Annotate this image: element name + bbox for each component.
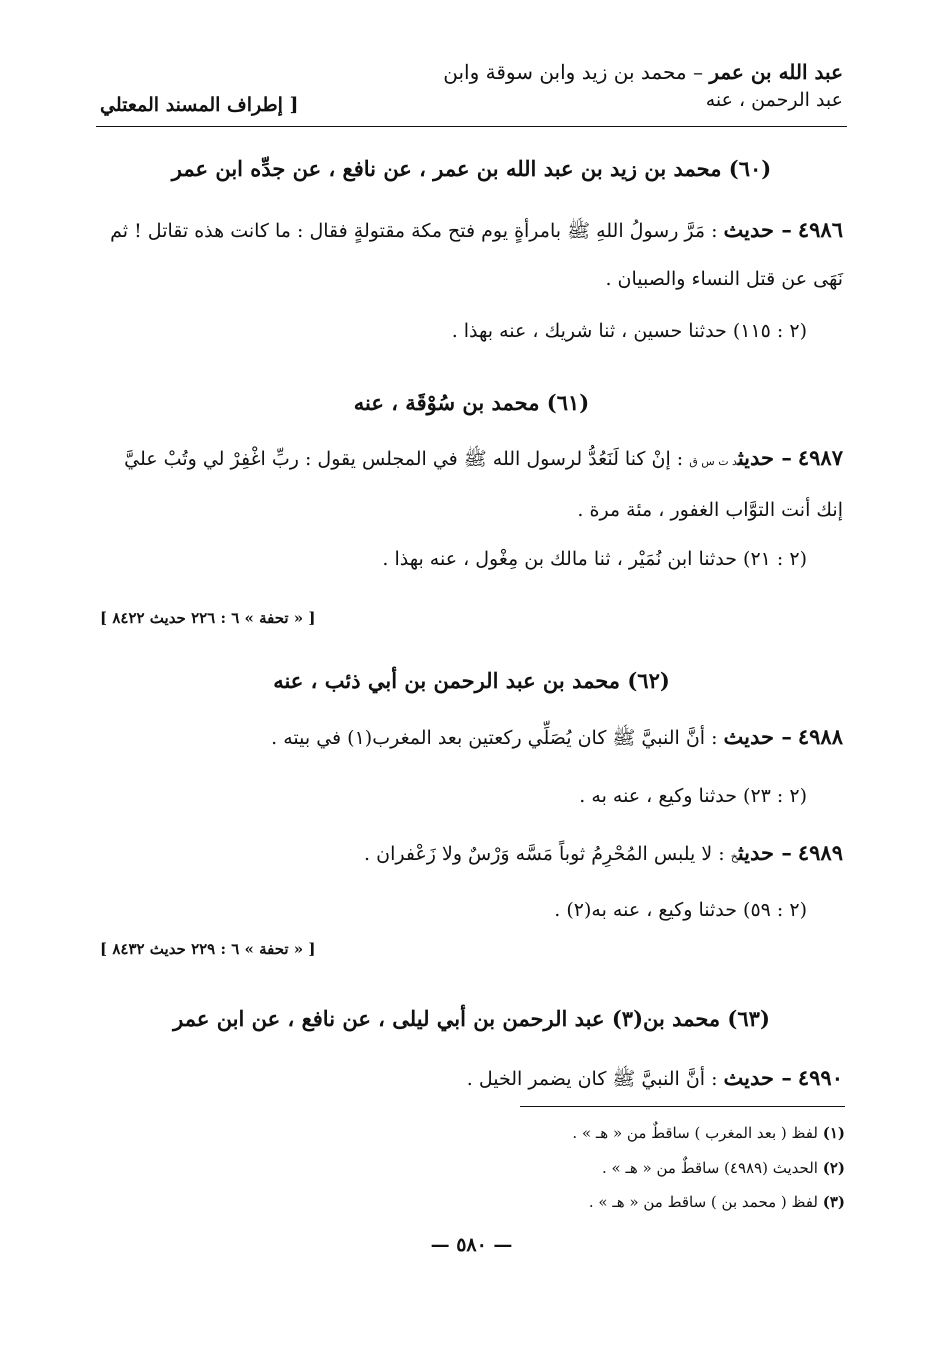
- footnote-text: الحديث (٤٩٨٩) ساقطٌ من « هـ » .: [602, 1159, 823, 1177]
- header-bold-name: عبد الله بن عمر: [709, 60, 843, 84]
- section-heading: (٦٣) محمد بن(٣) عبد الرحمن بن أبي ليلى ، عن نافع ، عن ابن عمر: [173, 1006, 770, 1031]
- hadith-number: ٤٩٨٧: [797, 445, 843, 470]
- running-header: [413, 58, 843, 114]
- hadith-entry: [100, 713, 843, 762]
- footnote: [589, 1193, 845, 1211]
- source-sigla: خ: [730, 850, 738, 863]
- page-number: — ٥٨٠ —: [430, 1234, 513, 1256]
- hadith-label: – حديث: [737, 445, 792, 470]
- footnote-number: (١): [822, 1124, 845, 1142]
- footnote-number: (٣): [822, 1193, 845, 1211]
- hadith-entry: [100, 206, 843, 303]
- hadith-number: ٤٩٨٩: [797, 840, 843, 865]
- footnote: [572, 1124, 845, 1142]
- hadith-text: : أنَّ النبيَّ ﷺ كان يُصَلِّي ركعتين بعد المغرب(١) في بيته .: [271, 727, 724, 749]
- hadith-label: – حديث: [723, 217, 792, 242]
- book-title: [ إطراف المسند المعتلي: [100, 94, 299, 116]
- isnad-line: (٢ : ١١٥) حدثنا حسين ، ثنا شريك ، عنه بهذا .: [451, 320, 807, 342]
- hadith-label: – حديث: [737, 840, 792, 865]
- footnote-text: لفظ ( بعد المغرب ) ساقطٌ من « هـ » .: [572, 1124, 823, 1142]
- isnad-line: (٢ : ٥٩) حدثنا وكيع ، عنه به(٢) .: [554, 899, 807, 921]
- footnote-rule: [520, 1106, 845, 1107]
- hadith-entry: [100, 434, 843, 534]
- hadith-entry: [100, 1054, 843, 1103]
- source-sigla: د ت س ق: [689, 455, 738, 468]
- hadith-text: : لا يلبس المُحْرِمُ ثوباً مَسَّه وَرْسٌ ولا زَعْفران .: [364, 843, 731, 865]
- footnote-text: لفظ ( محمد بن ) ساقط من « هـ » .: [588, 1193, 823, 1211]
- section-heading: (٦٠) محمد بن زيد بن عبد الله بن عمر ، عن نافع ، عن جدِّه ابن عمر: [171, 156, 772, 181]
- header-rest: – محمد بن زيد وابن سوقة وابن: [443, 60, 710, 84]
- footnote-number: (٢): [822, 1159, 845, 1177]
- hadith-text: : أنَّ النبيَّ ﷺ كان يضمر الخيل .: [466, 1068, 724, 1090]
- hadith-number: ٤٩٩٠: [797, 1065, 843, 1090]
- running-header-line1: [413, 58, 843, 86]
- running-header-line2: عبد الرحمن ، عنه: [705, 89, 843, 111]
- isnad-line: (٢ : ٢٣) حدثنا وكيع ، عنه به .: [579, 785, 807, 807]
- tuhfa-reference: [ « تحفة » ٦ : ٢٢٩ حديث ٨٤٣٢ ]: [100, 940, 316, 958]
- hadith-entry: [100, 829, 843, 881]
- tuhfa-reference: [ « تحفة » ٦ : ٢٢٦ حديث ٨٤٢٢ ]: [100, 609, 316, 627]
- hadith-text: : مَرَّ رسولُ اللهِ ﷺ بامرأةٍ يوم فتح مكة مقتولةٍ فقال : ما كانت هذه تقاتل ! ثم نَهَى عن قتل النساء والصبيان .: [110, 220, 843, 290]
- hadith-text: : إنْ كنا لَنَعُدُّ لرسول الله ﷺ في المجلس يقول : ربِّ اغْفِرْ لي وتُبْ عليَّ إنك أنت التوَّاب الغفور ، مئة مرة .: [124, 448, 843, 521]
- section-heading: (٦١) محمد بن سُوْقَة ، عنه: [353, 390, 590, 415]
- section-heading: (٦٢) محمد بن عبد الرحمن بن أبي ذئب ، عنه: [273, 668, 670, 693]
- hadith-number: ٤٩٨٨: [797, 724, 843, 749]
- hadith-label: – حديث: [723, 1065, 792, 1090]
- footnote: [602, 1159, 845, 1177]
- header-rule: [96, 126, 847, 127]
- hadith-label: – حديث: [723, 724, 792, 749]
- hadith-number: ٤٩٨٦: [797, 217, 843, 242]
- isnad-line: (٢ : ٢١) حدثنا ابن نُمَيْر ، ثنا مالك بن مِغْول ، عنه بهذا .: [382, 548, 807, 570]
